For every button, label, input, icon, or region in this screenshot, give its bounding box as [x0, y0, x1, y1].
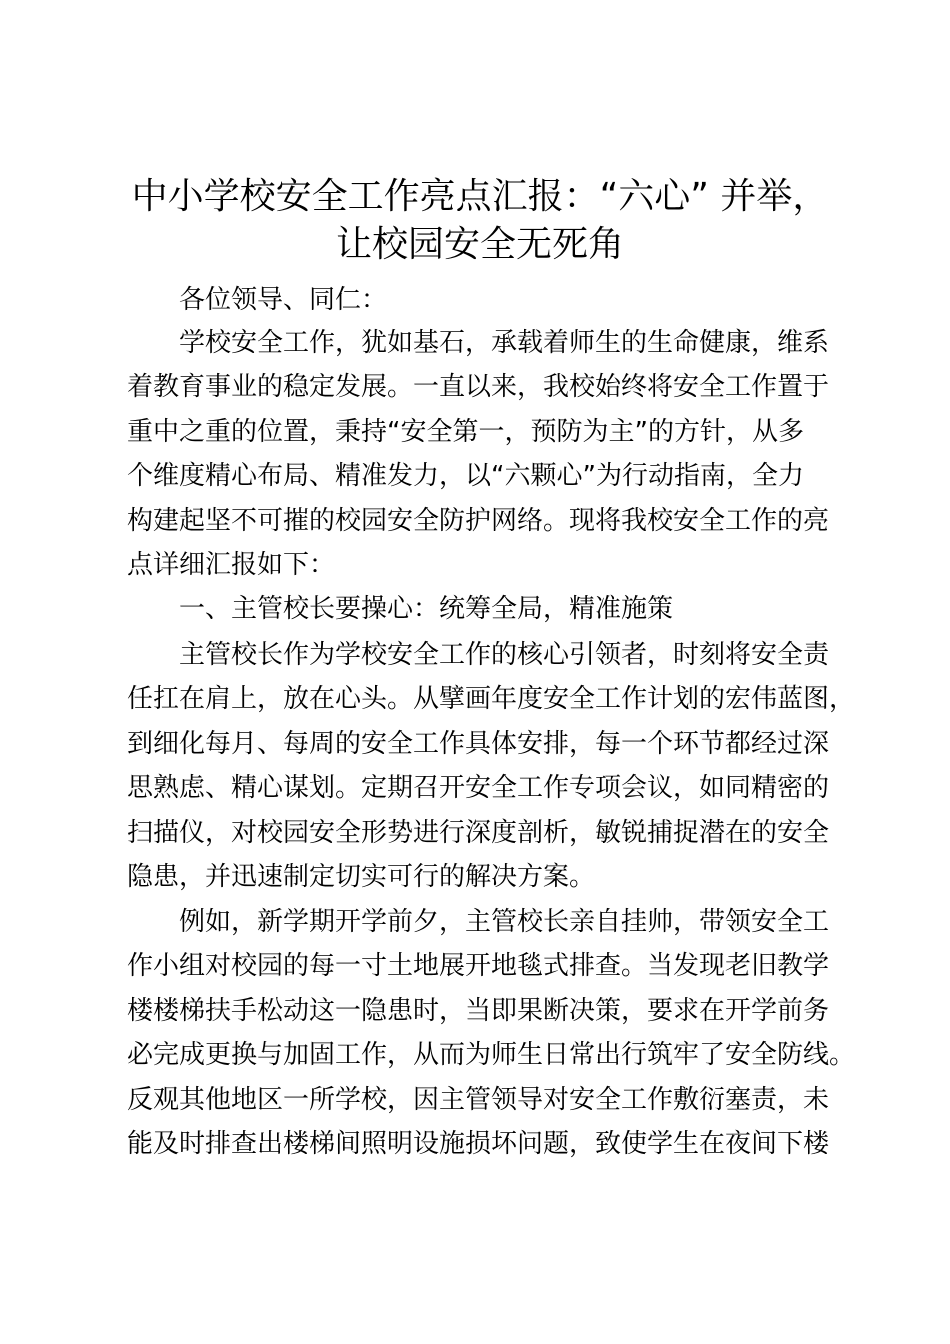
paragraph-line: 作小组对校园的每一寸土地展开地毯式排查。当发现老旧教学 [127, 951, 830, 981]
paragraph-line: 重中之重的位置，秉持“安全第一，预防为主”的方针，从多 [127, 417, 804, 447]
paragraph-line: 着教育事业的稳定发展。一直以来，我校始终将安全工作置于 [127, 372, 830, 402]
document-title-line-2: 让校园安全无死角 [335, 224, 624, 265]
paragraph-line: 反观其他地区一所学校，因主管领导对安全工作敷衍塞责，未 [127, 1085, 830, 1115]
document-title-line-1: 中小学校安全工作亮点汇报：“六心” 并举， [131, 176, 829, 217]
paragraph-line: 点详细汇报如下： [127, 550, 336, 580]
paragraph-line: 能及时排查出楼梯间照明设施损坏问题，致使学生在夜间下楼 [127, 1129, 830, 1159]
paragraph-line: 主管校长作为学校安全工作的核心引领者，时刻将安全责 [179, 640, 830, 670]
paragraph-line: 思熟虑、精心谋划。定期召开安全工作专项会议，如同精密的 [127, 773, 830, 803]
paragraph-line: 必完成更换与加固工作，从而为师生日常出行筑牢了安全防线。 [127, 1040, 856, 1070]
paragraph-line: 扫描仪，对校园安全形势进行深度剖析，敏锐捕捉潜在的安全 [127, 818, 830, 848]
paragraph-line: 任扛在肩上，放在心头。从擘画年度安全工作计划的宏伟蓝图， [127, 684, 856, 714]
salutation: 各位领导、同仁： [179, 285, 388, 315]
paragraph-line: 构建起坚不可摧的校园安全防护网络。现将我校安全工作的亮 [127, 506, 830, 536]
paragraph-line: 学校安全工作，犹如基石，承载着师生的生命健康，维系 [179, 328, 830, 358]
paragraph-line: 隐患，并迅速制定切实可行的解决方案。 [127, 862, 596, 892]
paragraph-line: 个维度精心布局、精准发力，以“六颗心”为行动指南，全力 [127, 461, 804, 491]
paragraph-line: 例如，新学期开学前夕，主管校长亲自挂帅，带领安全工 [179, 907, 830, 937]
paragraph-line: 到细化每月、每周的安全工作具体安排，每一个环节都经过深 [127, 729, 830, 759]
paragraph-line: 楼楼梯扶手松动这一隐患时，当即果断决策，要求在开学前务 [127, 996, 830, 1026]
section-heading: 一、主管校长要操心：统筹全局，精准施策 [179, 594, 674, 624]
